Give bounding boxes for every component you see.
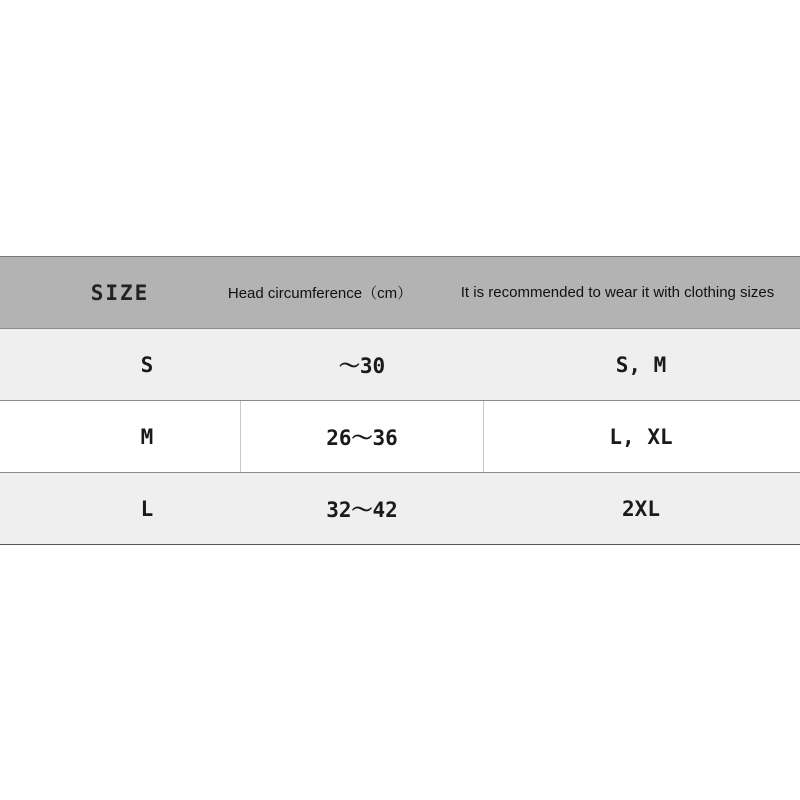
cell-head-circumference: 32～42 (326, 497, 398, 522)
table-row (0, 401, 800, 473)
header-head-circumference: Head circumference（cm） (227, 285, 413, 302)
table-row (0, 329, 800, 401)
header-clothing-recommendation: It is recommended to wear it with clothing sizes (460, 284, 775, 301)
cell-clothing-sizes: L, XL (609, 424, 673, 449)
cell-clothing-sizes: 2XL (622, 496, 660, 521)
cell-size: M (140, 424, 154, 449)
table-row (0, 473, 800, 544)
header-size: SIZE (90, 280, 150, 305)
cell-size: S (140, 352, 154, 377)
size-chart-table (0, 256, 800, 545)
cell-clothing-sizes: S, M (615, 352, 667, 377)
cell-head-circumference: 26～36 (240, 401, 484, 472)
cell-head-circumference: ～30 (338, 353, 386, 378)
table-header-row (0, 257, 800, 329)
cell-size: L (140, 496, 154, 521)
